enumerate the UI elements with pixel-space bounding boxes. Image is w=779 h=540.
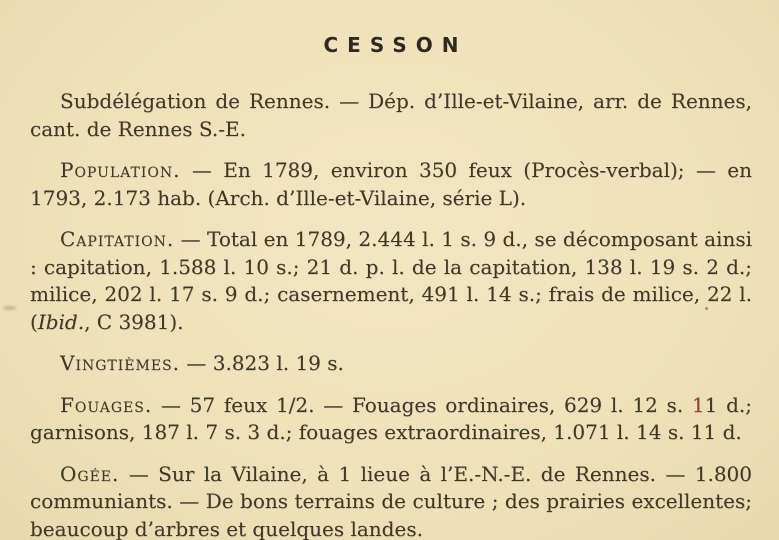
paragraph-text: — Sur la Vilaine, à 1 lieue à l’E.-N.-E. de Rennes. — 1.800 communiants. — De bons terrains de culture ; des prairies excellentes; beaucoup d’arbres et quelques landes.	[30, 461, 752, 540]
italic-citation-ibid: Ibid.	[37, 309, 85, 334]
paragraph-fouages	[30, 392, 752, 447]
page-title: CESSON	[323, 33, 468, 57]
paragraph-text: — 3.823 l. 19 s.	[180, 351, 344, 375]
paragraph-text: , C 3981).	[84, 309, 184, 334]
red-ink-numeral: 1	[691, 392, 705, 417]
paragraph-ogee	[30, 461, 752, 540]
paragraph-text: Subdélégation de Rennes. — Dép. d’Ille-et-Vilaine, arr. de Rennes, cant. de Rennes S.-E.	[30, 89, 752, 141]
paragraph-text: 1 d.; garnisons, 187 l. 7 s. 3 d.; fouages extraordinaires, 1.071 l. 14 s. 11 d.	[30, 392, 752, 444]
paragraph-population	[30, 157, 752, 212]
lead-word-ogee: Ogée.	[60, 461, 120, 486]
paragraph-subdelegation	[30, 88, 752, 143]
paragraph-text: — 57 feux 1/2. — Fouages ordinaires, 629 l. 12 s.	[152, 392, 692, 417]
lead-word-capitation: Capitation.	[60, 227, 175, 251]
paragraph-vingtiemes	[30, 350, 752, 378]
text-block	[30, 0, 752, 540]
paragraph-text: — Total en 1789, 2.444 l. 1 s. 9 d., se décomposant ainsi : capitation, 1.588 l. 10 s.; 21 d. p. l. de la capitation, 138 l. 19 s. 2 d.; milice, 202 l. 17 s. 9 d.; casernement, 491 l. 14 s.; frais de milice, 22 l. (	[30, 227, 752, 334]
paragraph-capitation	[30, 226, 752, 336]
lead-word-fouages: Fouages.	[60, 392, 153, 417]
paper-smudge	[3, 306, 16, 310]
ink-speck	[705, 307, 708, 310]
paragraph-text: — En 1789, environ 350 feux (Procès-verbal); — en 1793, 2.173 hab. (Arch. d’Ille-et-Vilaine, série L).	[30, 158, 752, 210]
lead-word-population: Population.	[60, 158, 181, 182]
lead-word-vingtiemes: Vingtièmes.	[60, 351, 180, 375]
